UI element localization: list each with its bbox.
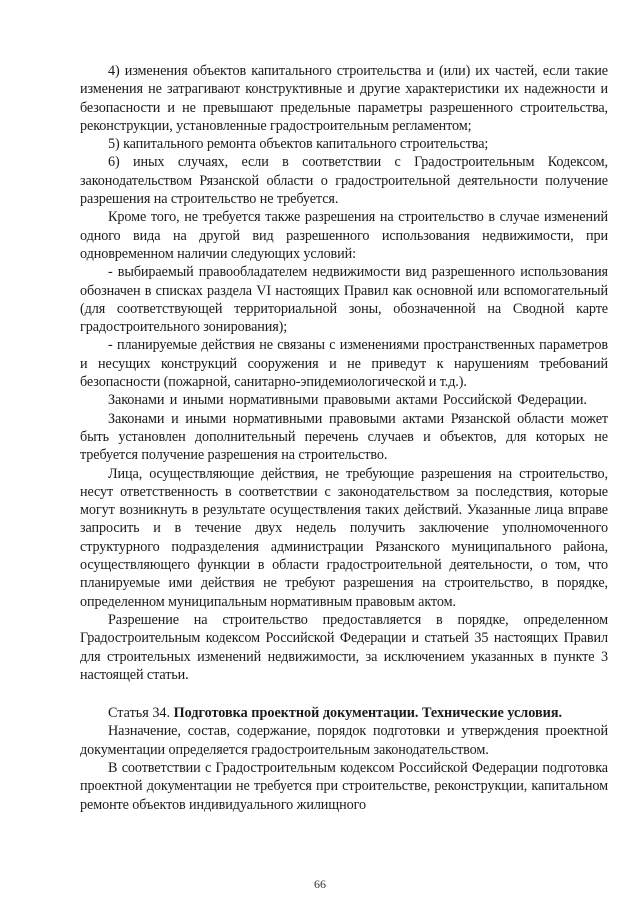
document-page: [80, 62, 608, 814]
paragraph-item-5: 5) капитального ремонта объектов капитального строительства;: [108, 136, 489, 153]
article-prefix: Статья 34.: [108, 705, 174, 722]
paragraph-article-exemption: В соответствии с Градостроительным кодексом Российской Федерации подготовка проектной документации не требуется при строительстве, реконструкции, капитальном ремонте объектов индивидуального жилищного: [80, 759, 608, 813]
paragraph-item-6: 6) иных случаях, если в соответствии с Градостроительным Кодексом, законодательством Рязанской области о градостроительной деятельности получение разрешения на строительство не требуется.: [80, 154, 608, 208]
paragraph-permit-issuance: Разрешение на строительство предоставляется в порядке, определенном Градостроительным кодексом Российской Федерации и статьей 35 настоящих Правил для строительных изменений недвижимости, за исключением указанных в пункте 3 настоящей статьи.: [80, 611, 608, 683]
page-number: 66: [314, 877, 326, 891]
paragraph-additional-exemption: Кроме того, не требуется также разрешения на строительство в случае изменений одного вида на другой вид разрешенного использования недвижимости, при одновременном наличии следующих условий:: [80, 209, 608, 262]
paragraph-condition-1: - выбираемый правообладателем недвижимости вид разрешенного использования обозначен в списках раздела VI настоящих Правил как основной или вспомогательный (для соответствующей территориальной зоны, обозначенной на Сводной карте градостроительного зонирования);: [80, 264, 608, 336]
paragraph-regional-laws: Законами и иными нормативными правовыми актами Рязанской области может быть установлен дополнительный перечень случаев и объектов, для которых не требуется получение разрешения на строительство.: [80, 410, 608, 464]
paragraph-federal-laws: Законами и иными нормативными правовыми актами Российской Федерации.: [108, 392, 587, 409]
article-title: Подготовка проектной документации. Технические условия.: [173, 705, 563, 722]
paragraph-responsibility: Лица, осуществляющие действия, не требующие разрешения на строительство, несут ответственность в соответствии с законодательством за последствия, которые могут возникнуть в результате осуществления таких действий. Указанные лица вправе запросить и в течение двух недель получить заключение уполномоченного структурного подразделения администрации Рязанского муниципального района, осуществляющего функции в области градостроительной деятельности, о том, что планируемые ими действия не требуют разрешения на строительство, в порядке, определенном муниципальным нормативным правовым актом.: [80, 465, 608, 610]
paragraph-condition-2: - планируемые действия не связаны с изменениями пространственных параметров и несущих конструкций сооружения и не приведут к нарушениям требований безопасности (пожарной, санитарно-эпидемиологической и т.д.).: [80, 337, 608, 391]
paragraph-article-purpose: Назначение, состав, содержание, порядок подготовки и утверждения проектной документации определяется градостроительным законодательством.: [80, 723, 608, 758]
article-heading: [80, 704, 608, 722]
paragraph-item-4: 4) изменения объектов капитального строительства и (или) их частей, если такие изменения не затрагивают конструктивные и другие характеристики их надежности и безопасности и не превышают предельные параметры разрешенного строительства, реконструкции, установленные градостроительным регламентом;: [80, 63, 608, 134]
